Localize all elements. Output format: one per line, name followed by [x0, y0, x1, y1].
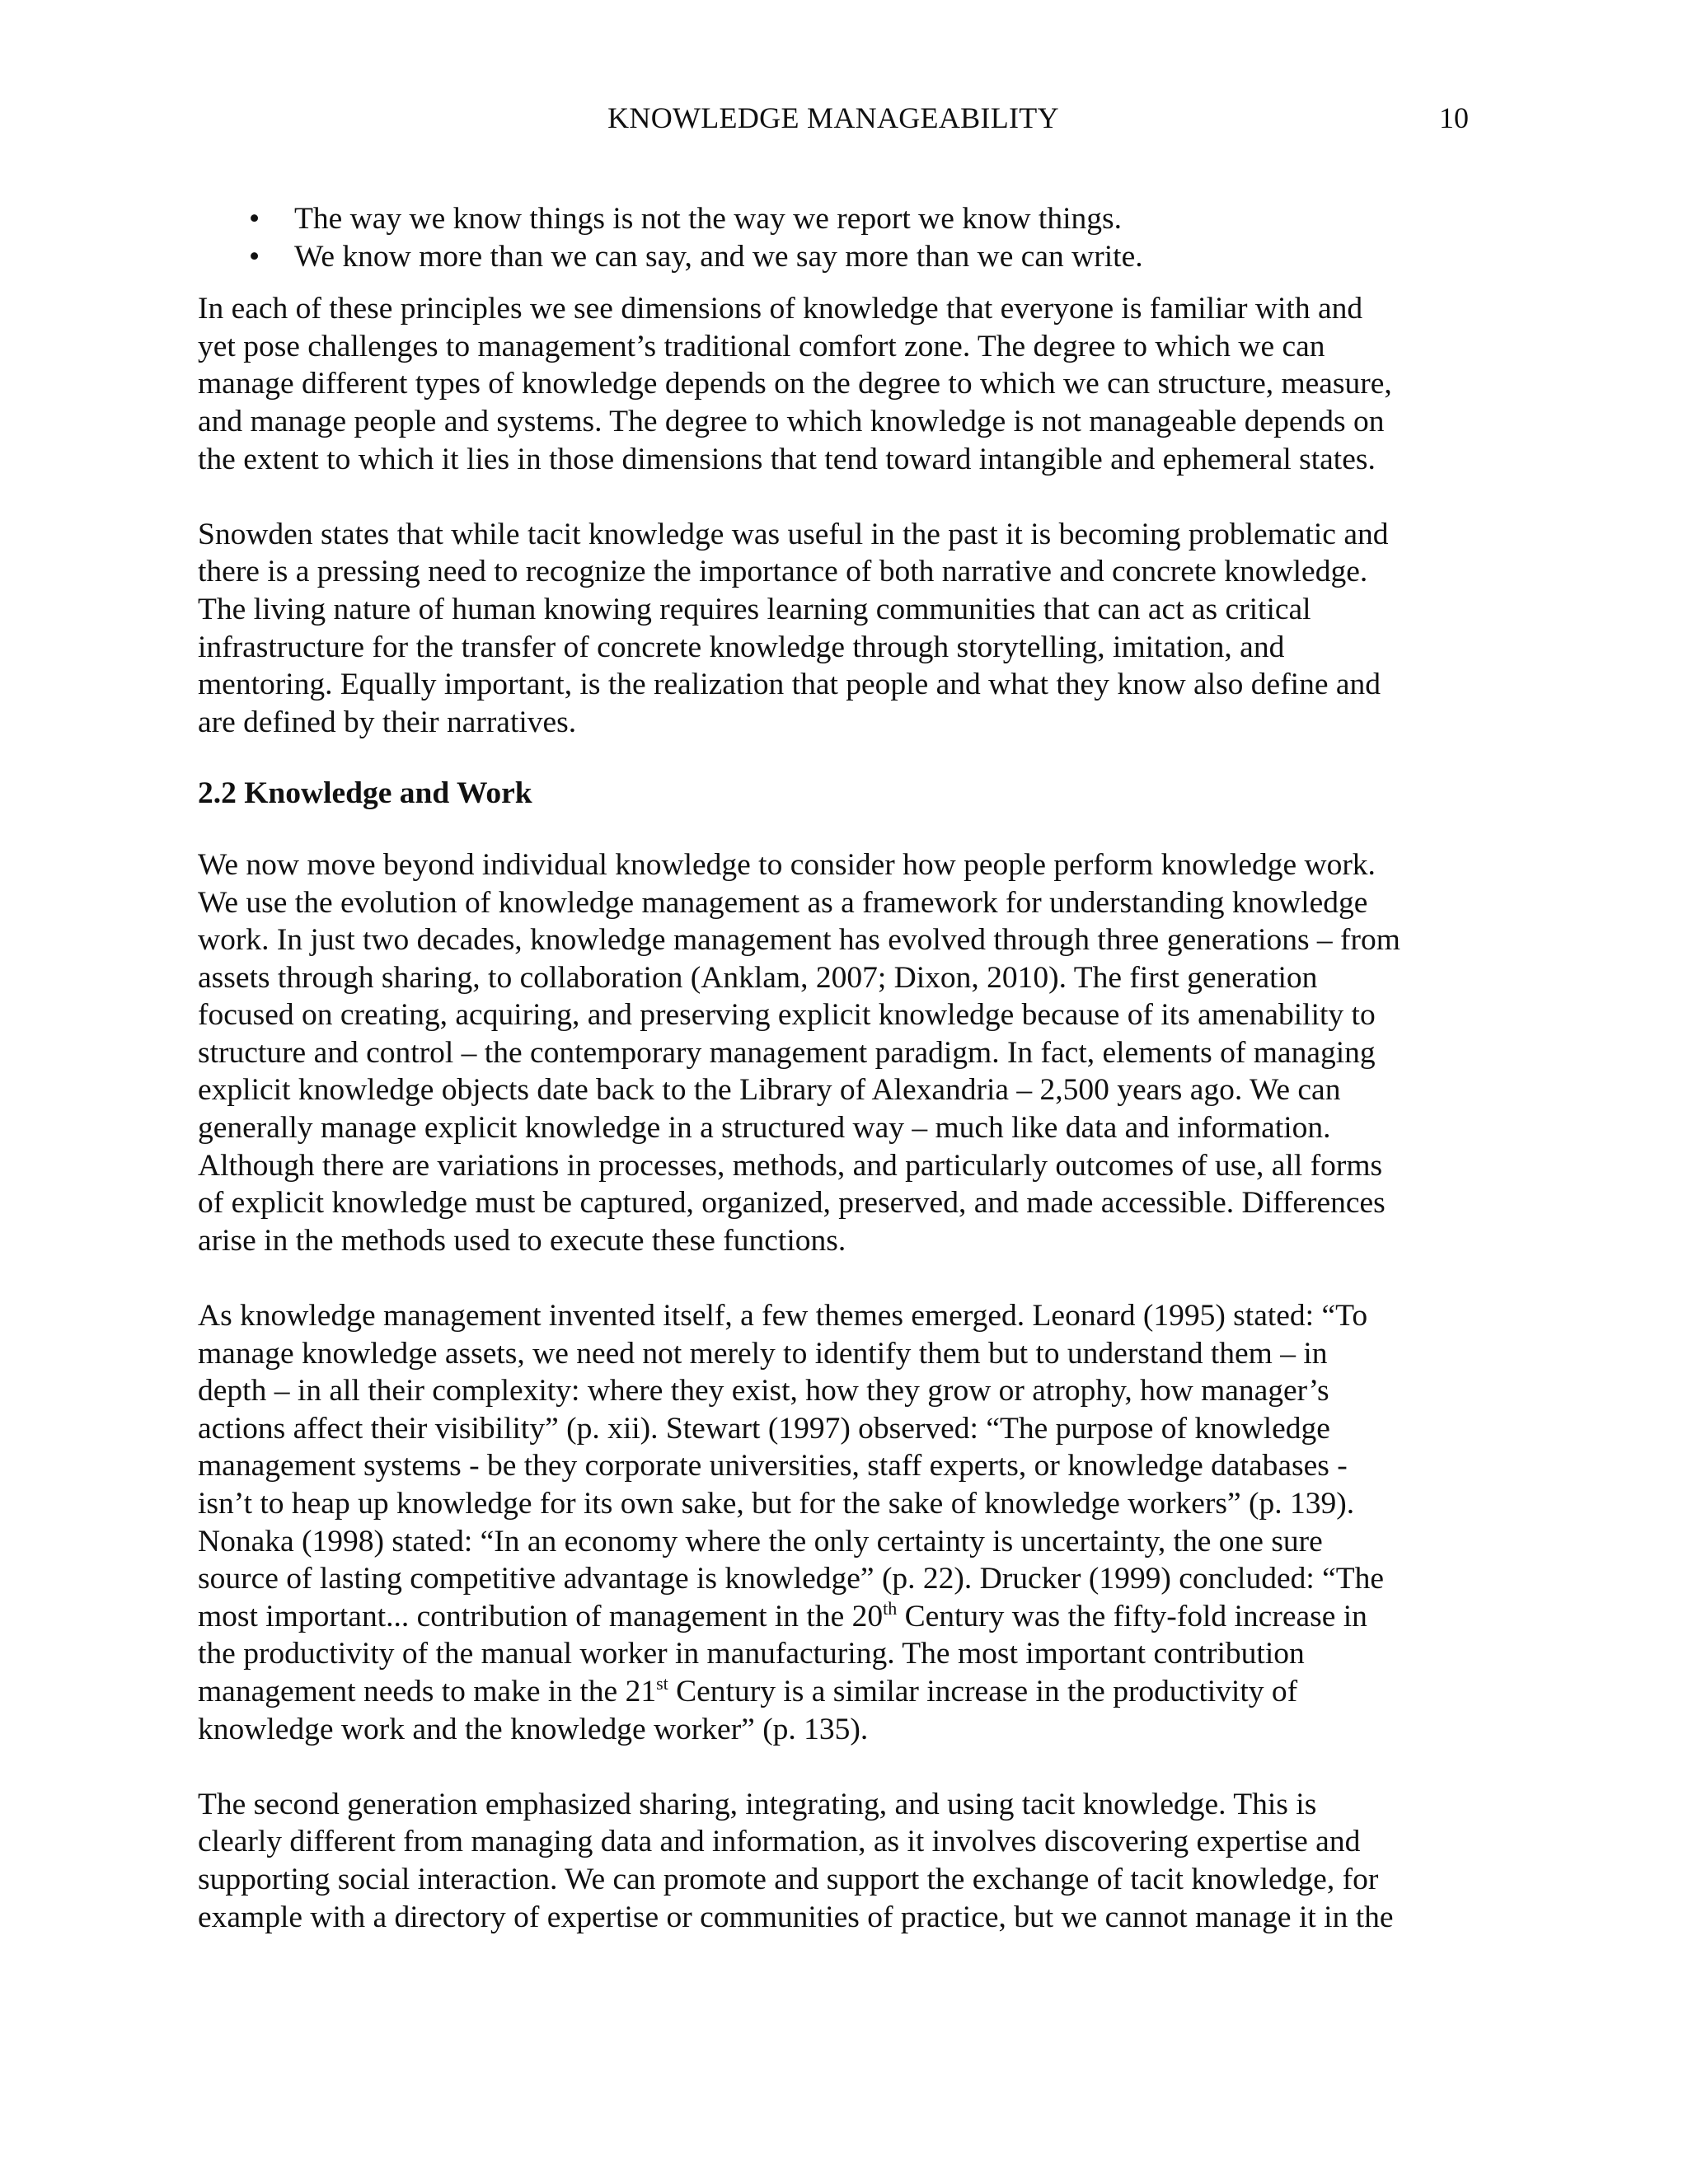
paragraph-principles: [198, 290, 1484, 478]
bullet-item: [198, 200, 1484, 238]
text-line: assets through sharing, to collaboration (Anklam, 2007; Dixon, 2010). The first generation: [198, 960, 1318, 995]
text-line: In each of these principles we see dimensions of knowledge that everyone is familiar with and: [198, 292, 1363, 326]
principles-bullet-list: [198, 200, 1484, 275]
text-line: infrastructure for the transfer of concrete knowledge through storytelling, imitation, and: [198, 630, 1285, 664]
bullet-icon: •: [249, 239, 260, 274]
text-line: isn’t to heap up knowledge for its own sake, but for the sake of knowledge workers” (p. 139).: [198, 1487, 1355, 1521]
page-number: 10: [1439, 101, 1469, 134]
text-line: yet pose challenges to management’s traditional comfort zone. The degree to which we can: [198, 329, 1325, 363]
running-header: [198, 97, 1469, 138]
section-heading: 2.2 Knowledge and Work: [198, 776, 532, 811]
text-line: The second generation emphasized sharing, integrating, and using tacit knowledge. This is: [198, 1787, 1317, 1821]
text-line: example with a directory of expertise or communities of practice, but we cannot manage it in the: [198, 1900, 1394, 1934]
running-head-title: KNOWLEDGE MANAGEABILITY: [607, 101, 1059, 134]
text-line: [198, 1673, 1484, 1711]
text-line: knowledge work and the knowledge worker” (p. 135).: [198, 1712, 869, 1746]
text-line: manage knowledge assets, we need not merely to identify them but to understand them – in: [198, 1336, 1328, 1371]
text-line: the extent to which it lies in those dimensions that tend toward intangible and ephemeral states.: [198, 442, 1376, 476]
text-line: clearly different from managing data and information, as it involves discovering expertise and: [198, 1825, 1361, 1859]
paragraph-snowden: [198, 516, 1484, 742]
text-line: generally manage explicit knowledge in a structured way – much like data and information.: [198, 1111, 1331, 1146]
text-line: source of lasting competitive advantage is knowledge” (p. 22). Drucker (1999) concluded: “The: [198, 1562, 1385, 1596]
text-line: The living nature of human knowing requires learning communities that can act as critical: [198, 592, 1311, 626]
bullet-item: [198, 238, 1484, 276]
bullet-text: The way we know things is not the way we report we know things.: [294, 202, 1122, 236]
text-line: explicit knowledge objects date back to the Library of Alexandria – 2,500 years ago. We can: [198, 1073, 1341, 1108]
text-line: As knowledge management invented itself, a few themes emerged. Leonard (1995) stated: “To: [198, 1299, 1368, 1333]
text-line: are defined by their narratives.: [198, 705, 577, 739]
text-line: work. In just two decades, knowledge management has evolved through three generations – from: [198, 923, 1400, 958]
bullet-text: We know more than we can say, and we say more than we can write.: [294, 239, 1143, 274]
text-line: structure and control – the contemporary management paradigm. In fact, elements of managing: [198, 1035, 1376, 1070]
bullet-icon: •: [249, 202, 260, 236]
superscript: th: [883, 1597, 898, 1619]
text-line: there is a pressing need to recognize the importance of both narrative and concrete knowledge.: [198, 555, 1368, 589]
text-fragment: Century is a similar increase in the productivity of: [668, 1674, 1298, 1708]
paragraph-knowledge-work: [198, 846, 1484, 1260]
paragraph-km-themes: [198, 1297, 1484, 1748]
text-line: actions affect their visibility” (p. xii). Stewart (1997) observed: “The purpose of knowledge: [198, 1411, 1330, 1446]
text-fragment: most important... contribution of management in the 20: [198, 1599, 884, 1633]
text-line: Nonaka (1998) stated: “In an economy where the only certainty is uncertainty, the one sure: [198, 1524, 1323, 1558]
text-line: manage different types of knowledge depends on the degree to which we can structure, measure,: [198, 367, 1392, 401]
text-line: of explicit knowledge must be captured, organized, preserved, and made accessible. Differences: [198, 1186, 1386, 1221]
text-line: We use the evolution of knowledge management as a framework for understanding knowledge: [198, 885, 1368, 920]
text-line: depth – in all their complexity: where they exist, how they grow or atrophy, how manager’s: [198, 1374, 1329, 1408]
document-body: [198, 200, 1484, 1936]
text-line: mentoring. Equally important, is the realization that people and what they know also define and: [198, 668, 1381, 702]
text-line: We now move beyond individual knowledge to consider how people perform knowledge work.: [198, 847, 1376, 882]
text-line: arise in the methods used to execute these functions.: [198, 1223, 846, 1258]
text-line: [198, 1598, 1484, 1636]
text-line: focused on creating, acquiring, and preserving explicit knowledge because of its amenability to: [198, 998, 1376, 1033]
text-line: the productivity of the manual worker in manufacturing. The most important contribution: [198, 1637, 1305, 1671]
text-line: supporting social interaction. We can promote and support the exchange of tacit knowledge, for: [198, 1862, 1379, 1896]
paragraph-second-generation: [198, 1786, 1484, 1936]
text-line: Snowden states that while tacit knowledge was useful in the past it is becoming problematic and: [198, 517, 1389, 551]
superscript: st: [656, 1672, 668, 1694]
text-fragment: Century was the fifty-fold increase in: [897, 1599, 1367, 1633]
text-line: management systems - be they corporate universities, staff experts, or knowledge databases -: [198, 1449, 1348, 1483]
text-line: Although there are variations in processes, methods, and particularly outcomes of use, all forms: [198, 1148, 1383, 1183]
text-line: and manage people and systems. The degree to which knowledge is not manageable depends on: [198, 404, 1385, 438]
text-fragment: management needs to make in the 21: [198, 1674, 657, 1708]
